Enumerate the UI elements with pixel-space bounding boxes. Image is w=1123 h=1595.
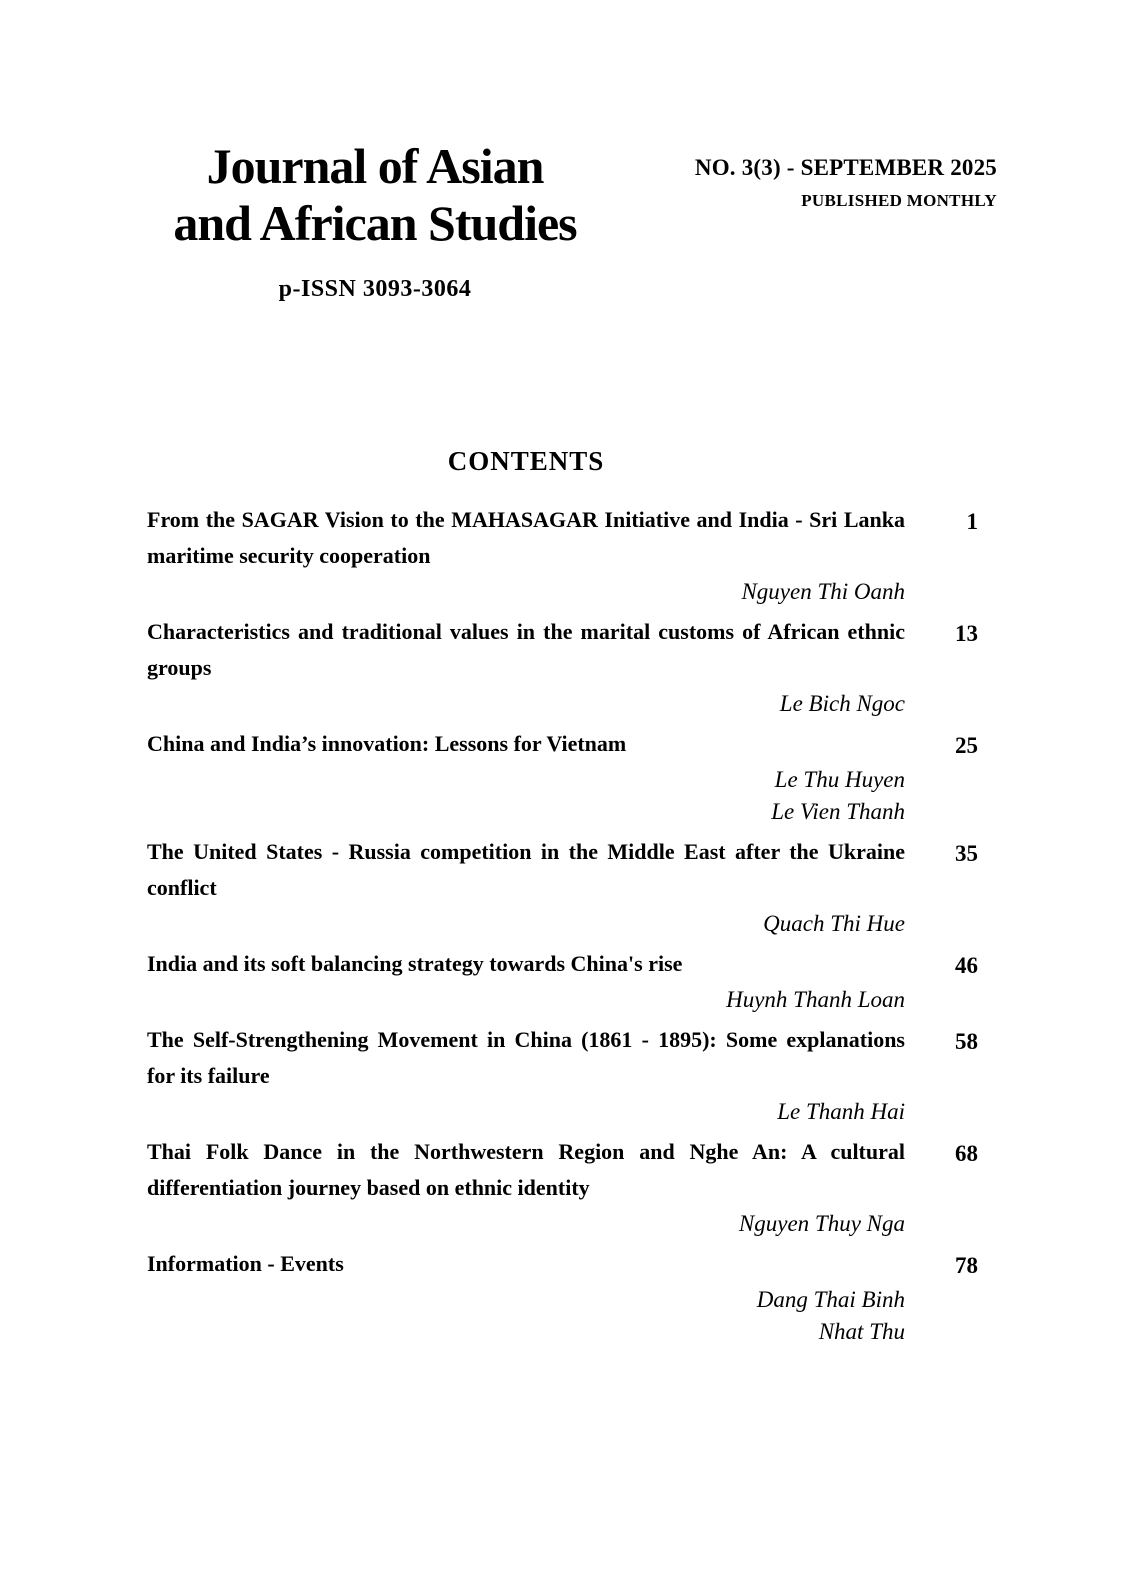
toc-entry-3 (147, 726, 980, 828)
issue-info: NO. 3(3) - SEPTEMBER 2025 (694, 155, 997, 180)
table-of-contents (147, 502, 980, 1354)
toc-entry-6 (147, 1022, 980, 1128)
article-page-number: 35 (955, 841, 978, 866)
article-author: Nhat Thu (818, 1319, 905, 1344)
entry-authors (147, 984, 905, 1016)
article-author: Huynh Thanh Loan (726, 987, 905, 1012)
article-page-number: 13 (955, 621, 978, 646)
article-title: The Self-Strengthening Movement in China (1861 - 1895): Some explanations for its failure (147, 1027, 905, 1088)
article-author: Le Thu Huyen (774, 767, 905, 792)
entry-main (147, 726, 905, 828)
article-title: Thai Folk Dance in the Northwestern Region and Nghe An: A cultural differentiation journey based on ethnic identity (147, 1139, 905, 1200)
entry-authors (147, 908, 905, 940)
journal-title (135, 138, 615, 252)
issn: p-ISSN 3093-3064 (278, 276, 472, 302)
contents-heading: CONTENTS (447, 446, 605, 476)
entry-main (147, 1134, 905, 1240)
entry-main (147, 946, 905, 1016)
article-page-number: 78 (955, 1253, 978, 1278)
masthead (135, 138, 615, 303)
entry-main (147, 834, 905, 940)
entry-main (147, 502, 905, 608)
entry-authors (147, 764, 905, 828)
article-title: Characteristics and traditional values in the marital customs of African ethnic groups (147, 619, 905, 680)
toc-entry-8 (147, 1246, 980, 1348)
journal-title-line1: Journal of Asian (206, 138, 544, 194)
article-author: Le Thanh Hai (777, 1099, 905, 1124)
article-page-number: 46 (955, 953, 978, 978)
publication-frequency: PUBLISHED MONTHLY (801, 191, 997, 210)
entry-main (147, 1022, 905, 1128)
article-title: The United States - Russia competition in the Middle East after the Ukraine conflict (147, 839, 905, 900)
article-title: India and its soft balancing strategy towards China's rise (147, 951, 683, 976)
article-author: Le Bich Ngoc (779, 691, 905, 716)
toc-entry-5 (147, 946, 980, 1016)
entry-authors (147, 1208, 905, 1240)
toc-entry-2 (147, 614, 980, 720)
article-author: Le Vien Thanh (771, 799, 905, 824)
entry-authors (147, 1096, 905, 1128)
entry-authors (147, 688, 905, 720)
article-author: Dang Thai Binh (756, 1287, 905, 1312)
article-title: From the SAGAR Vision to the MAHASAGAR Initiative and India - Sri Lanka maritime security cooperation (147, 507, 905, 568)
toc-entry-4 (147, 834, 980, 940)
journal-title-line2: and African Studies (173, 195, 577, 251)
article-page-number: 25 (955, 733, 978, 758)
entry-authors (147, 1284, 905, 1348)
article-author: Nguyen Thuy Nga (738, 1211, 905, 1236)
issue-block (695, 155, 997, 211)
article-page-number: 68 (955, 1141, 978, 1166)
article-page-number: 1 (966, 509, 978, 534)
toc-entry-1 (147, 502, 980, 608)
entry-main (147, 614, 905, 720)
article-author: Quach Thi Hue (763, 911, 905, 936)
article-title: China and India’s innovation: Lessons for Vietnam (147, 731, 627, 756)
entry-authors (147, 576, 905, 608)
entry-main (147, 1246, 905, 1348)
article-page-number: 58 (955, 1029, 978, 1054)
article-title: Information - Events (147, 1251, 344, 1276)
toc-entry-7 (147, 1134, 980, 1240)
article-author: Nguyen Thi Oanh (741, 579, 905, 604)
